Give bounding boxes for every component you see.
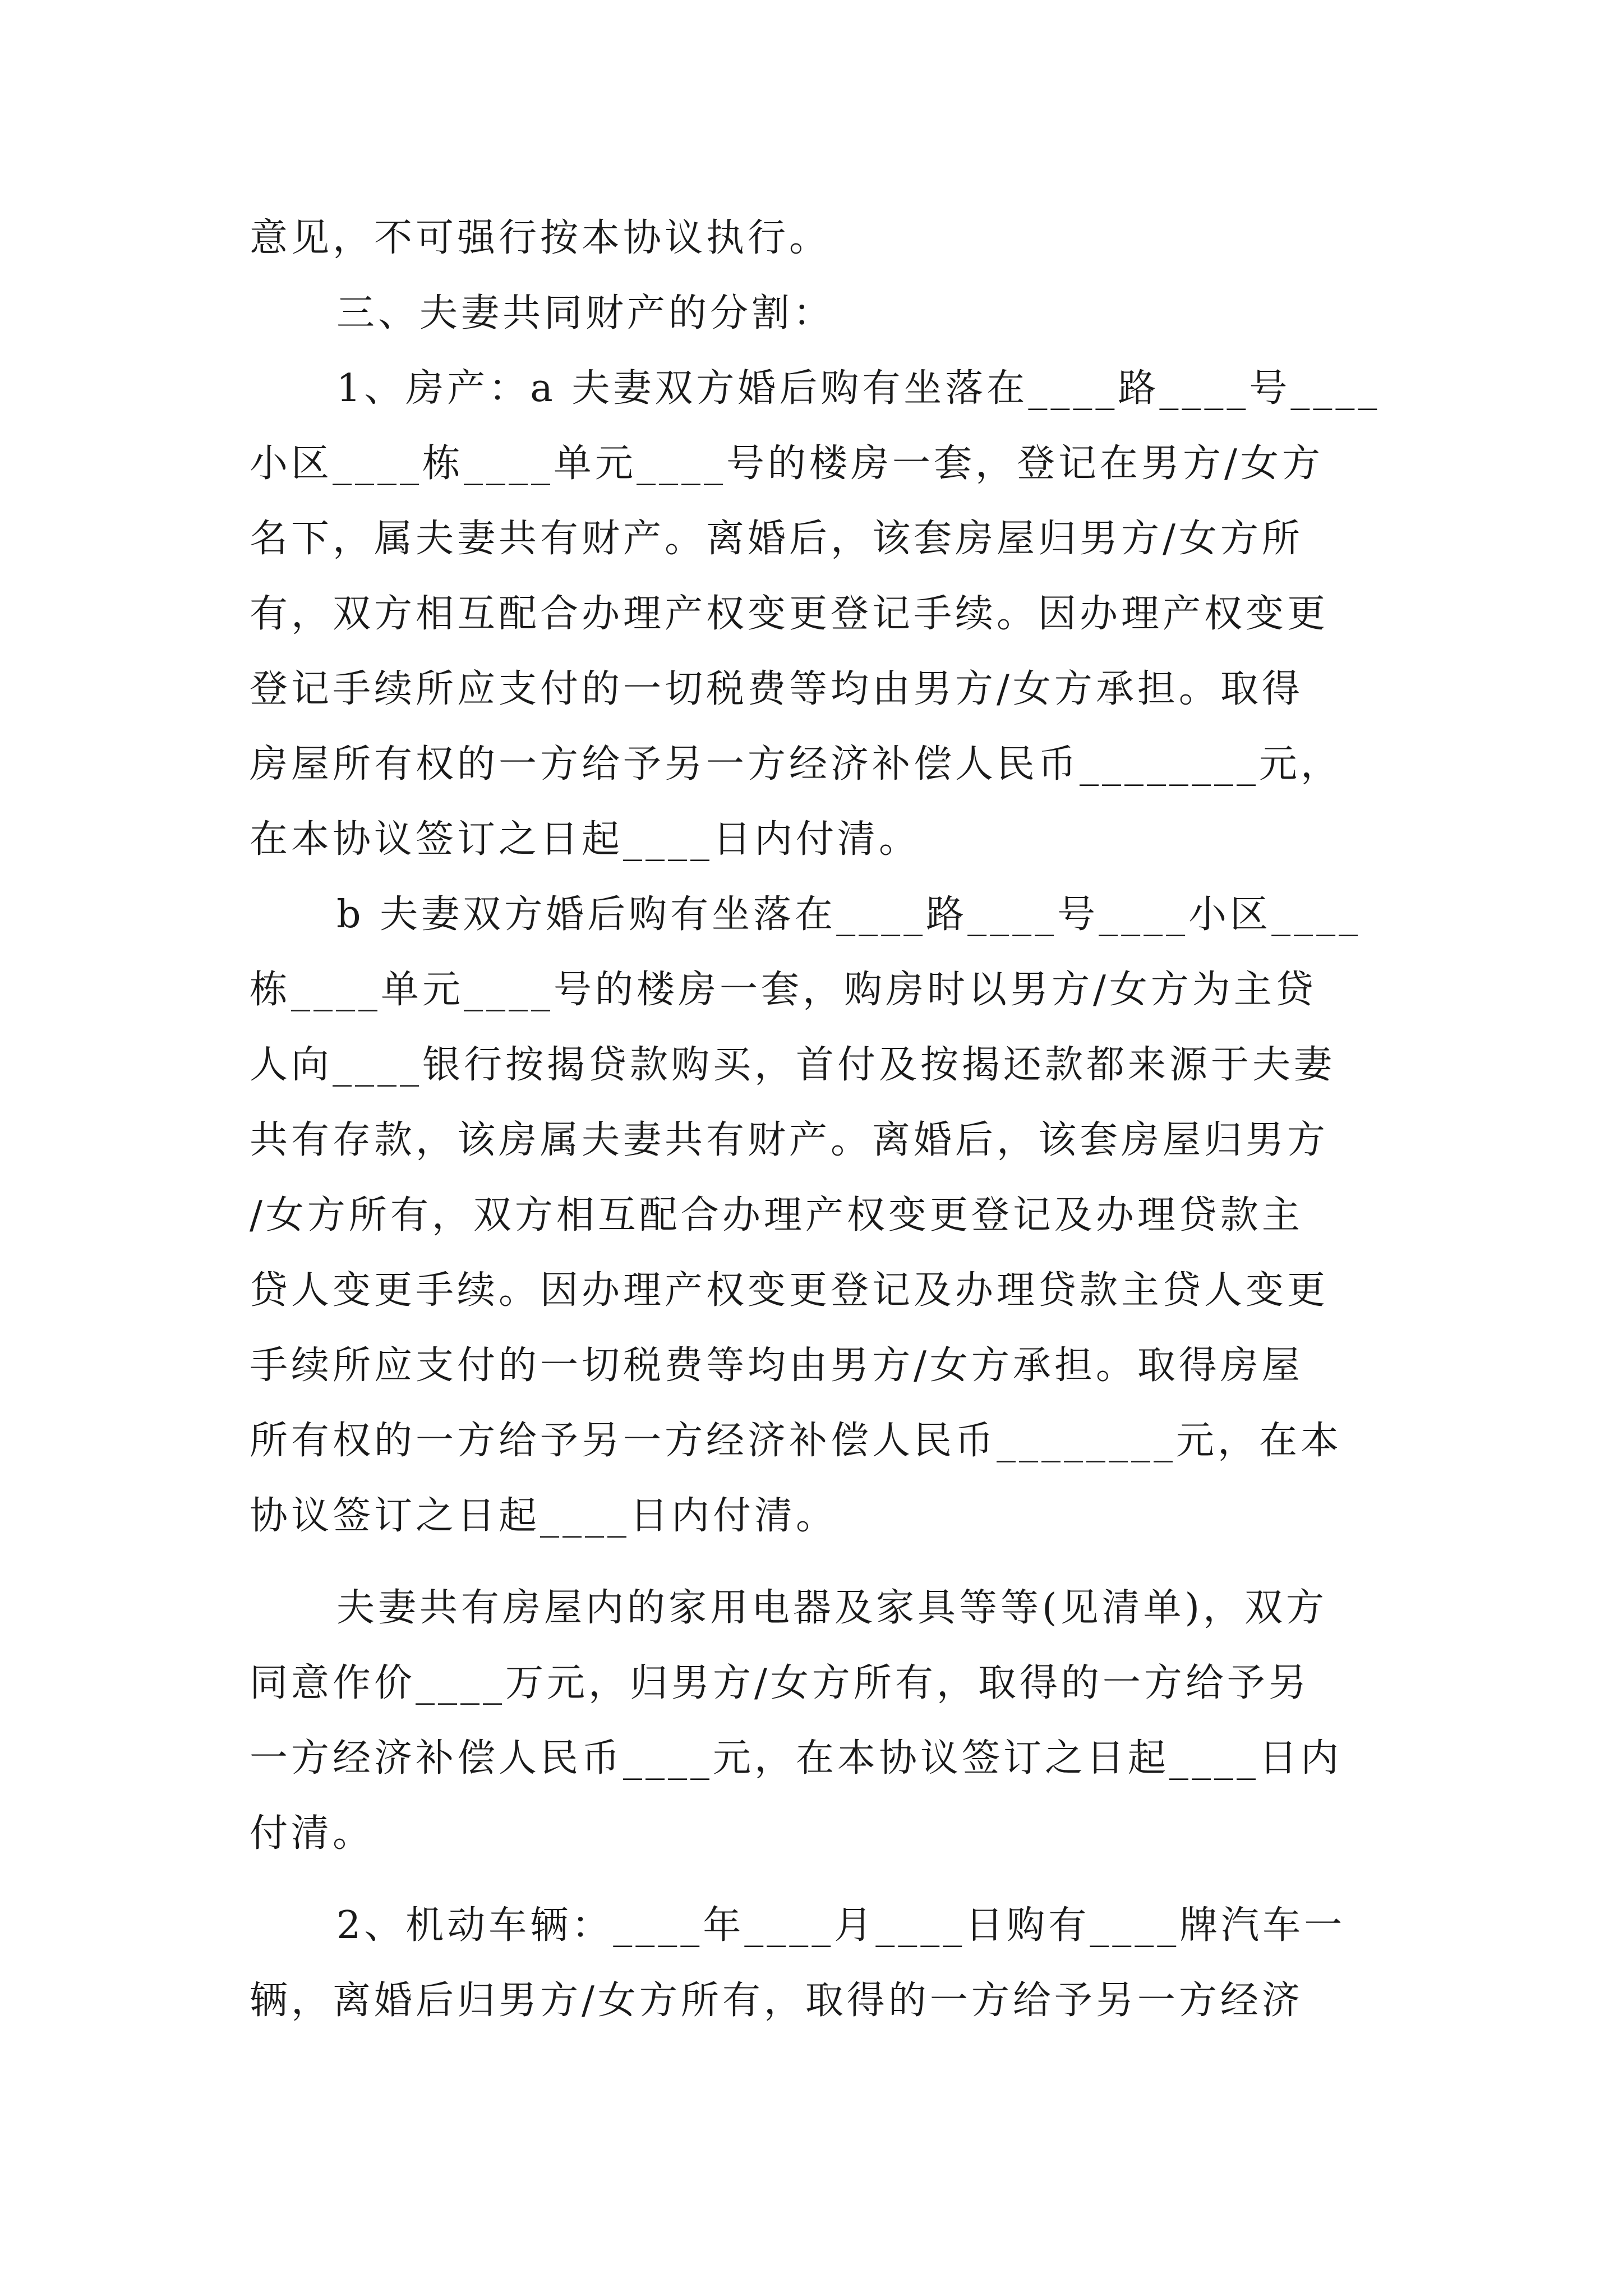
- text-line-16: 手续所应支付的一切税费等均由男方/女方承担。取得房屋: [250, 1343, 1303, 1388]
- text-line-13: 共有存款，该房属夫妻共有财产。离婚后，该套房屋归男方: [250, 1118, 1329, 1162]
- text-line-7: 登记手续所应支付的一切税费等均由男方/女方承担。取得: [250, 667, 1303, 711]
- text-line-12: 人向____银行按揭贷款购买，首付及按揭还款都来源于夫妻: [250, 1043, 1336, 1087]
- text-line-24: 辆，离婚后归男方/女方所有，取得的一方给予另一方经济: [250, 1978, 1303, 2023]
- text-line-6: 有，双方相互配合办理产权变更登记手续。因办理产权变更: [250, 592, 1329, 636]
- text-line-19: 夫妻共有房屋内的家用电器及家具等等(见清单)，双方: [336, 1586, 1328, 1630]
- text-line-15: 贷人变更手续。因办理产权变更登记及办理贷款主贷人变更: [250, 1268, 1329, 1313]
- text-line-18: 协议签订之日起____日内付清。: [250, 1494, 838, 1538]
- section-heading-property-division: 三、夫妻共同财产的分割：: [336, 291, 835, 335]
- text-line-3: 1、房产：a 夫妻双方婚后购有坐落在____路____号____: [336, 366, 1381, 411]
- text-line-5: 名下，属夫妻共有财产。离婚后，该套房屋归男方/女方所: [250, 517, 1303, 561]
- text-line-11: 栋____单元____号的楼房一套，购房时以男方/女方为主贷: [250, 968, 1317, 1012]
- text-line-1: 意见，不可强行按本协议执行。: [250, 216, 831, 260]
- text-line-17: 所有权的一方给予另一方经济补偿人民币________元，在本: [250, 1419, 1343, 1463]
- text-line-23: 2、机动车辆：____年____月____日购有____牌汽车一: [336, 1903, 1346, 1948]
- text-line-10: b 夫妻双方婚后购有坐落在____路____号____小区____: [336, 892, 1362, 937]
- text-line-20: 同意作价____万元，归男方/女方所有，取得的一方给予另: [250, 1661, 1310, 1705]
- text-line-8: 房屋所有权的一方给予另一方经济补偿人民币________元，: [250, 742, 1343, 786]
- text-line-21: 一方经济补偿人民币____元，在本协议签订之日起____日内: [250, 1736, 1343, 1780]
- text-line-14: /女方所有，双方相互配合办理产权变更登记及办理贷款主: [250, 1193, 1303, 1237]
- text-line-22: 付清。: [250, 1811, 375, 1856]
- text-line-9: 在本协议签订之日起____日内付清。: [250, 817, 921, 862]
- text-line-4: 小区____栋____单元____号的楼房一套，登记在男方/女方: [250, 441, 1324, 486]
